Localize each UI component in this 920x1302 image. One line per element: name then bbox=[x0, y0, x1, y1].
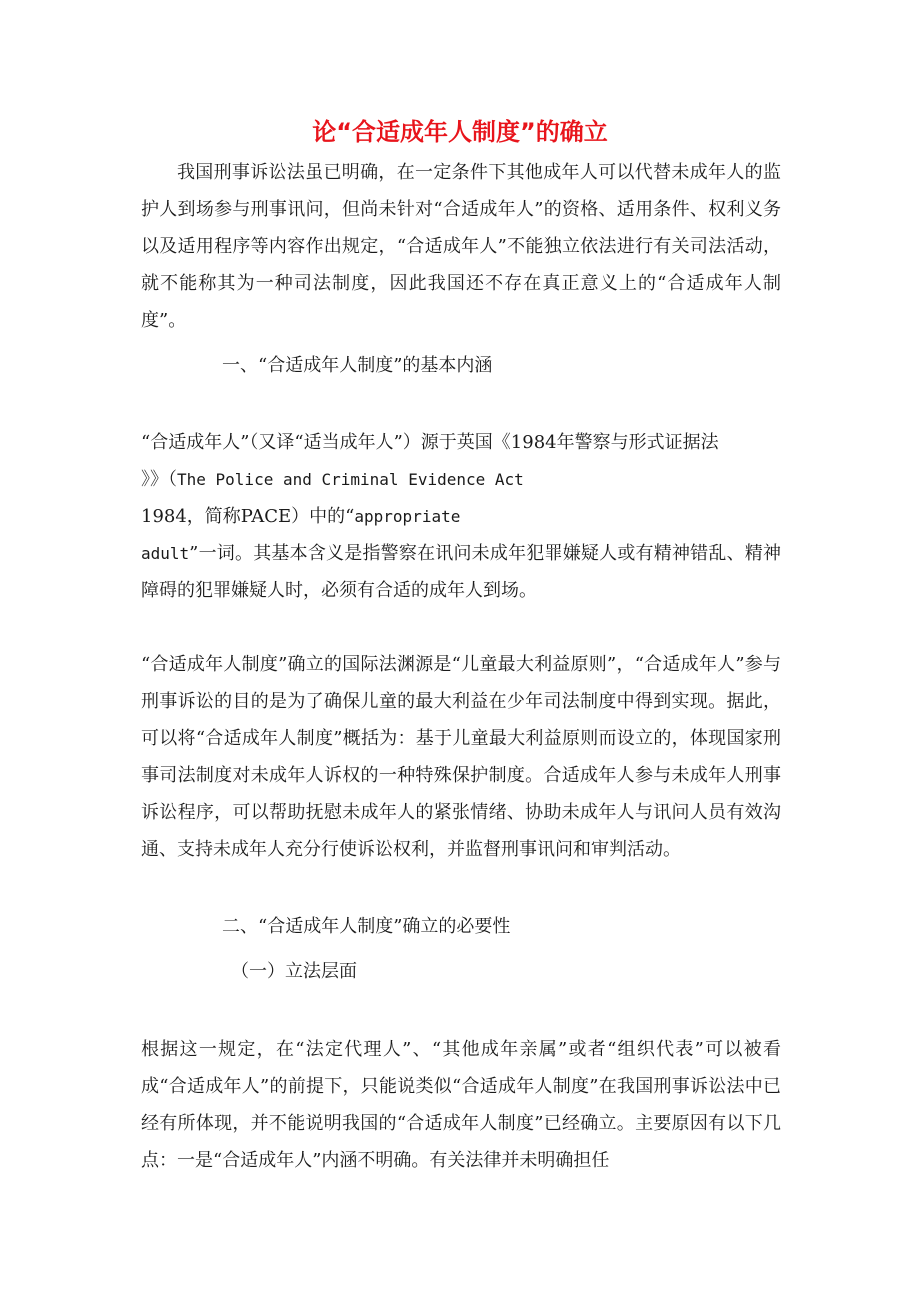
pace-rest: ”一词。其基本含义是指警察在讯问未成年犯罪嫌疑人或有精神错乱、精神障碍的犯罪嫌疑人时，必须有合适的成年人到场。 bbox=[141, 543, 781, 601]
principle-paragraph: “合适成年人制度”确立的国际法渊源是“儿童最大利益原则”，“合适成年人”参与刑事诉讼的目的是为了确保儿童的最大利益在少年司法制度中得到实现。据此，可以将“合适成年人制度”概括为：基于儿童最大利益原则而设立的，体现国家刑事司法制度对未成年人诉权的一种特殊保护制度。合适成年人参与未成年人刑事诉讼程序，可以帮助抚慰未成年人的紧张情绪、协助未成年人与讯问人员有效沟通、支持未成年人充分行使诉讼权利，并监督刑事讯问和审判活动。 bbox=[141, 654, 781, 860]
pace-line-3 bbox=[141, 498, 781, 535]
pace-adult: adult bbox=[141, 544, 190, 563]
legislation-paragraph: 根据这一规定，在“法定代理人”、“其他成年亲属”或者“组织代表”可以被看成“合适成年人”的前提下，只能说类似“合适成年人制度”在我国刑事诉讼法中已经有所体现，并不能说明我国的“合适成年人制度”已经确立。主要原因有以下几点：一是“合适成年人”内涵不明确。有关法律并未明确担任 bbox=[141, 1039, 781, 1171]
section-heading-2: 二、“合适成年人制度”确立的必要性 bbox=[222, 916, 511, 937]
pace-line-2 bbox=[141, 461, 781, 498]
pace-line-2-prefix: 》》（ bbox=[141, 469, 177, 490]
pace-appropriate: appropriate bbox=[354, 507, 461, 526]
document-title: 论“合适成年人制度”的确立 bbox=[312, 118, 608, 146]
section-heading-1: 一、“合适成年人制度”的基本内涵 bbox=[222, 355, 493, 376]
pace-line-1: “合适成年人”（又译“适当成年人”）源于英国《1984年警察与形式证据法 bbox=[141, 432, 719, 453]
pace-line-4 bbox=[141, 535, 781, 609]
intro-paragraph: 我国刑事诉讼法虽已明确，在一定条件下其他成年人可以代替未成年人的监护人到场参与刑事讯问，但尚未针对“合适成年人”的资格、适用条件、权利义务以及适用程序等内容作出规定，“合适成年人”不能独立依法进行有关司法活动，就不能称其为一种司法制度，因此我国还不存在真正意义上的“合适成年人制度”。 bbox=[141, 162, 781, 331]
pace-paragraph bbox=[141, 424, 781, 609]
subsection-heading-1: （一）立法层面 bbox=[231, 961, 357, 982]
pace-act-name: The Police and Criminal Evidence Act bbox=[177, 470, 524, 489]
pace-line-3-text: 1984，简称PACE）中的“ bbox=[141, 506, 355, 527]
